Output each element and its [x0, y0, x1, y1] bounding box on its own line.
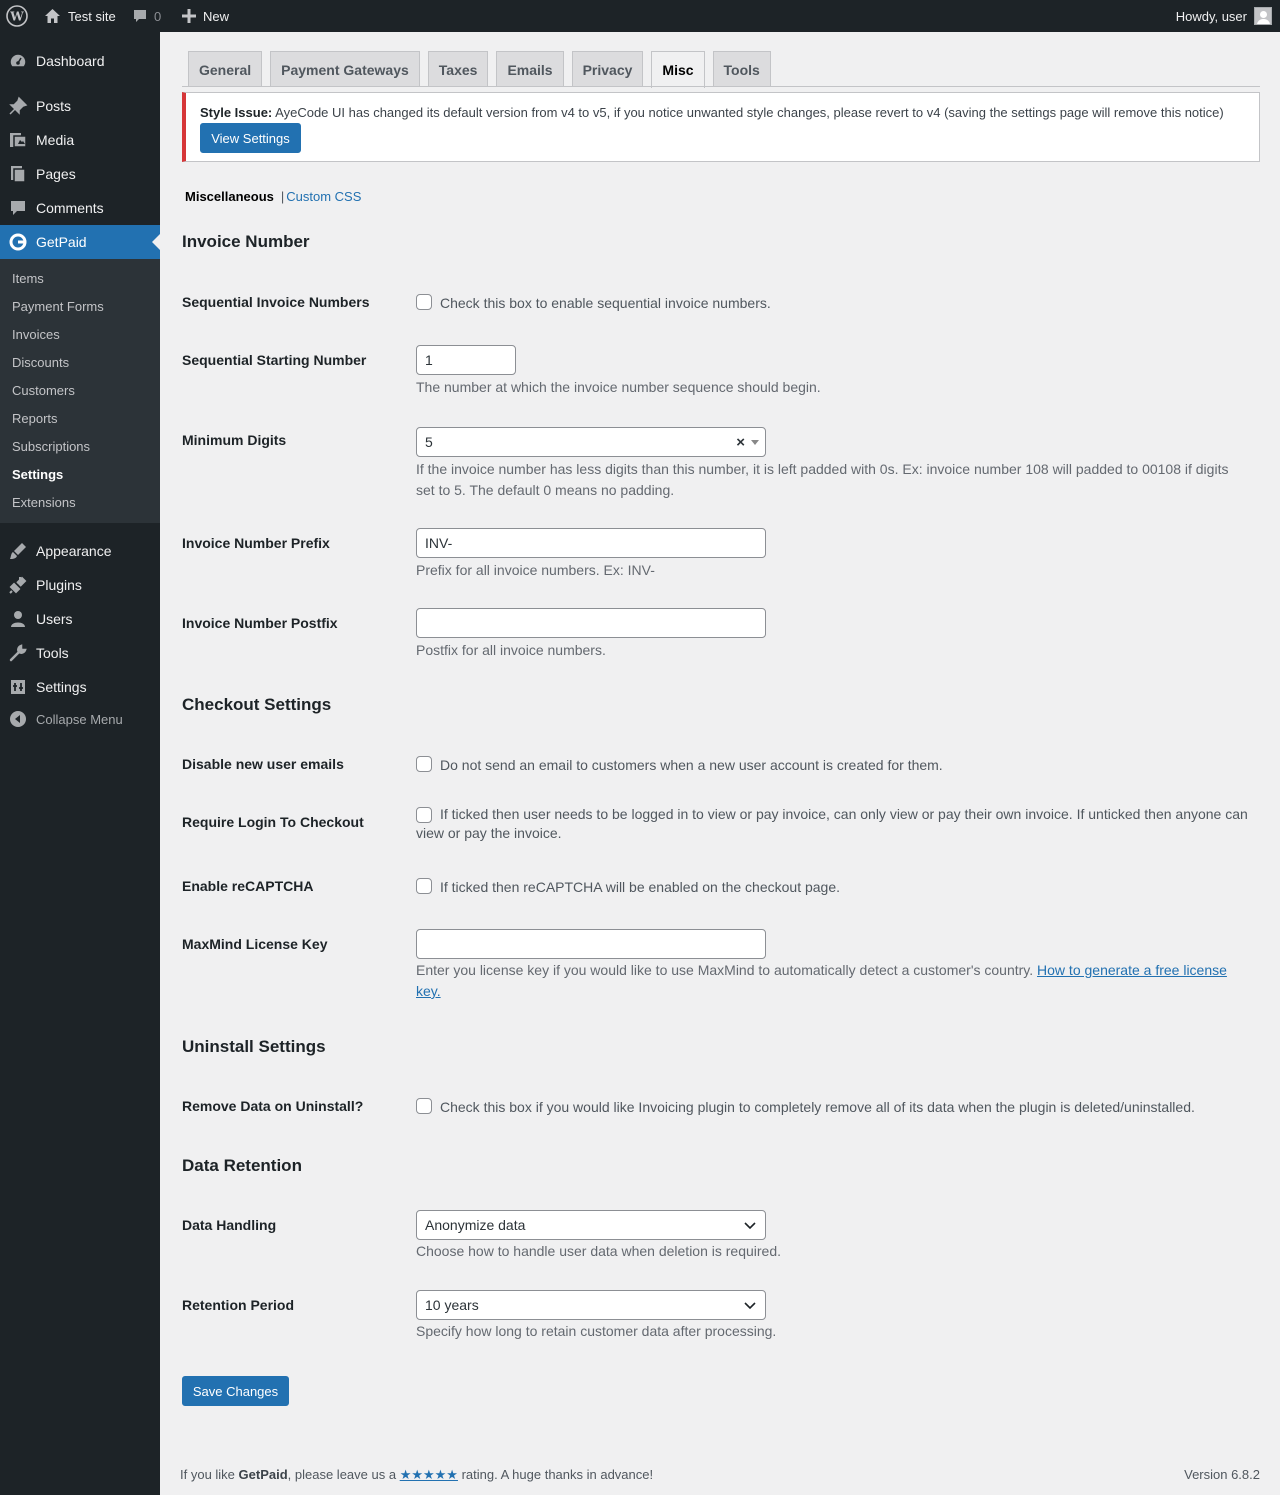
comments-count: 0 — [154, 8, 162, 24]
tab-payment-gateways[interactable]: Payment Gateways — [270, 51, 420, 87]
my-account-link[interactable] — [1176, 0, 1272, 32]
recaptcha-desc: If ticked then reCAPTCHA will be enabled on the checkout page. — [440, 879, 841, 895]
retention-period-value: 10 years — [425, 1297, 479, 1313]
getpaid-submenu — [0, 259, 160, 523]
require-login-desc: If ticked then user needs to be logged in to view or pay invoice, can only view or pay their own invoice. If unticked then anyone can view or pay the invoice. — [416, 806, 1248, 841]
settings-tabs — [188, 51, 779, 88]
admin-bar — [0, 0, 1280, 32]
minimum-digits-select[interactable] — [416, 427, 766, 457]
subnav-custom-css[interactable]: Custom CSS — [286, 189, 362, 204]
dropdown-arrow-icon — [751, 440, 759, 445]
submenu-customers[interactable]: Customers — [12, 383, 75, 398]
users-icon — [0, 609, 36, 629]
subnav-miscellaneous[interactable]: Miscellaneous — [185, 189, 274, 204]
label-remove-data-on-uninstall: Remove Data on Uninstall? — [182, 1098, 364, 1114]
minimum-digits-desc: If the invoice number has less digits than this number, it is left padded with 0s. Ex: invoice number 108 will padded to 00108 if digits set to 5. The default 0 means no padding. — [416, 461, 1229, 498]
footer-brand: GetPaid — [238, 1467, 288, 1482]
plugin-icon — [0, 575, 36, 595]
label-disable-new-user-emails: Disable new user emails — [182, 756, 344, 772]
menu-users[interactable]: Users — [0, 602, 160, 636]
view-settings-button[interactable]: View Settings — [200, 123, 301, 153]
new-label: New — [203, 8, 230, 24]
disable-user-emails-desc: Do not send an email to customers when a new user account is created for them. — [440, 757, 943, 773]
remove-data-desc: Check this box if you would like Invoicing plugin to completely remove all of its data when the plugin is deleted/uninstalled. — [440, 1099, 1195, 1115]
recaptcha-checkbox[interactable] — [416, 878, 432, 894]
section-uninstall-settings: Uninstall Settings — [182, 1037, 326, 1056]
starting-number-desc: The number at which the invoice number sequence should begin. — [416, 379, 821, 395]
invoice-postfix-input[interactable] — [416, 608, 766, 638]
starting-number-input[interactable]: 1 — [416, 345, 516, 375]
invoice-postfix-desc: Postfix for all invoice numbers. — [416, 642, 606, 658]
tab-privacy[interactable]: Privacy — [572, 51, 644, 87]
home-icon — [44, 8, 61, 24]
menu-dashboard[interactable]: Dashboard — [0, 44, 160, 78]
submenu-payment-forms[interactable]: Payment Forms — [12, 299, 104, 314]
tab-general[interactable]: General — [188, 51, 262, 87]
wordpress-logo-icon[interactable] — [6, 0, 28, 32]
menu-getpaid[interactable]: GetPaid — [0, 225, 160, 259]
menu-comments[interactable]: Comments — [0, 191, 160, 225]
notice-text — [200, 105, 1224, 120]
label-sequential-starting-number: Sequential Starting Number — [182, 352, 367, 368]
submenu-extensions[interactable]: Extensions — [12, 495, 76, 510]
label-data-handling: Data Handling — [182, 1217, 277, 1233]
chevron-down-icon — [743, 1298, 757, 1312]
pin-icon — [0, 96, 36, 116]
menu-media[interactable]: Media — [0, 123, 160, 157]
label-maxmind-license-key: MaxMind License Key — [182, 936, 328, 952]
maxmind-license-input[interactable] — [416, 929, 766, 959]
notice-body: AyeCode UI has changed its default version from v4 to v5, if you notice unwanted style changes, please revert to v4 (saving the settings page will remove this notice) — [272, 105, 1224, 120]
avatar — [1254, 7, 1272, 25]
comments-link[interactable] — [132, 0, 161, 32]
howdy-text: Howdy, user — [1175, 8, 1247, 24]
menu-pages[interactable]: Pages — [0, 157, 160, 191]
new-content-link[interactable] — [182, 0, 229, 32]
sequential-invoice-desc: Check this box to enable sequential invoice numbers. — [440, 295, 771, 311]
submenu-subscriptions[interactable]: Subscriptions — [12, 439, 91, 454]
site-name: Test site — [68, 8, 116, 24]
label-retention-period: Retention Period — [182, 1297, 295, 1313]
label-invoice-number-postfix: Invoice Number Postfix — [182, 615, 338, 631]
collapse-icon — [0, 710, 36, 728]
tab-emails[interactable]: Emails — [496, 51, 563, 87]
disable-user-emails-checkbox[interactable] — [416, 756, 432, 772]
submenu-invoices[interactable]: Invoices — [12, 327, 60, 342]
getpaid-icon — [0, 232, 36, 252]
section-data-retention: Data Retention — [182, 1156, 302, 1175]
pages-icon — [0, 164, 36, 184]
plus-icon — [182, 9, 196, 23]
rating-stars-link[interactable]: ★★★★★ — [399, 1467, 458, 1482]
settings-subnav — [185, 189, 361, 204]
tab-tools[interactable]: Tools — [713, 51, 771, 87]
footer-version: Version 6.8.2 — [1184, 1467, 1260, 1482]
maxmind-desc: Enter you license key if you would like to use MaxMind to automatically detect a customer's country. How to generate a free license key. — [416, 962, 1227, 999]
wrench-icon — [0, 643, 36, 663]
maxmind-help-link-cont[interactable]: key. — [416, 983, 441, 999]
invoice-prefix-input[interactable]: INV- — [416, 528, 766, 558]
label-require-login-to-checkout: Require Login To Checkout — [182, 814, 364, 830]
invoice-prefix-desc: Prefix for all invoice numbers. Ex: INV- — [416, 562, 655, 578]
submenu-discounts[interactable]: Discounts — [12, 355, 70, 370]
label-minimum-digits: Minimum Digits — [182, 432, 287, 448]
style-issue-notice — [182, 92, 1260, 162]
menu-appearance[interactable]: Appearance — [0, 534, 160, 568]
submenu-items[interactable]: Items — [12, 271, 44, 286]
footer-rating-text: If you like GetPaid, please leave us a ★★★★★ rating. A huge thanks in advance! — [180, 1467, 654, 1482]
svg-text:W: W — [10, 9, 24, 24]
maxmind-help-link[interactable]: How to generate a free license — [1037, 962, 1227, 978]
appearance-icon — [0, 541, 36, 561]
label-invoice-number-prefix: Invoice Number Prefix — [182, 535, 330, 551]
comment-icon — [0, 198, 36, 218]
save-changes-button[interactable]: Save Changes — [182, 1376, 289, 1406]
menu-tools[interactable]: Tools — [0, 636, 160, 670]
data-handling-select[interactable] — [416, 1210, 766, 1240]
notice-title: Style Issue: — [200, 105, 273, 120]
comment-icon — [132, 8, 148, 24]
tab-taxes[interactable]: Taxes — [428, 51, 489, 87]
label-sequential-invoice-numbers: Sequential Invoice Numbers — [182, 294, 370, 310]
admin-sidebar — [0, 32, 160, 1495]
section-invoice-number: Invoice Number — [182, 232, 310, 251]
submenu-reports[interactable]: Reports — [12, 411, 58, 426]
media-icon — [0, 130, 36, 150]
section-checkout-settings: Checkout Settings — [182, 695, 332, 714]
minimum-digits-value: 5 — [425, 434, 433, 450]
settings-icon — [0, 677, 36, 697]
site-name-link[interactable] — [44, 0, 116, 32]
tab-misc[interactable]: Misc — [651, 51, 704, 88]
label-enable-recaptcha: Enable reCAPTCHA — [182, 878, 314, 894]
menu-plugins[interactable]: Plugins — [0, 568, 160, 602]
menu-settings[interactable]: Settings — [0, 670, 160, 704]
remove-data-checkbox[interactable] — [416, 1098, 432, 1114]
menu-posts[interactable]: Posts — [0, 89, 160, 123]
data-handling-desc: Choose how to handle user data when deletion is required. — [416, 1243, 782, 1259]
collapse-menu-button[interactable]: Collapse Menu — [0, 702, 160, 736]
clear-selection-icon[interactable]: × — [736, 434, 745, 451]
chevron-down-icon — [743, 1218, 757, 1232]
submenu-settings[interactable]: Settings — [12, 467, 64, 482]
tabs-divider — [182, 86, 1260, 87]
retention-period-select[interactable] — [416, 1290, 766, 1320]
subnav-separator: | — [280, 189, 285, 204]
dashboard-icon — [0, 51, 36, 71]
sequential-invoice-checkbox[interactable] — [416, 294, 432, 310]
retention-period-desc: Specify how long to retain customer data after processing. — [416, 1323, 777, 1339]
data-handling-value: Anonymize data — [425, 1217, 526, 1233]
